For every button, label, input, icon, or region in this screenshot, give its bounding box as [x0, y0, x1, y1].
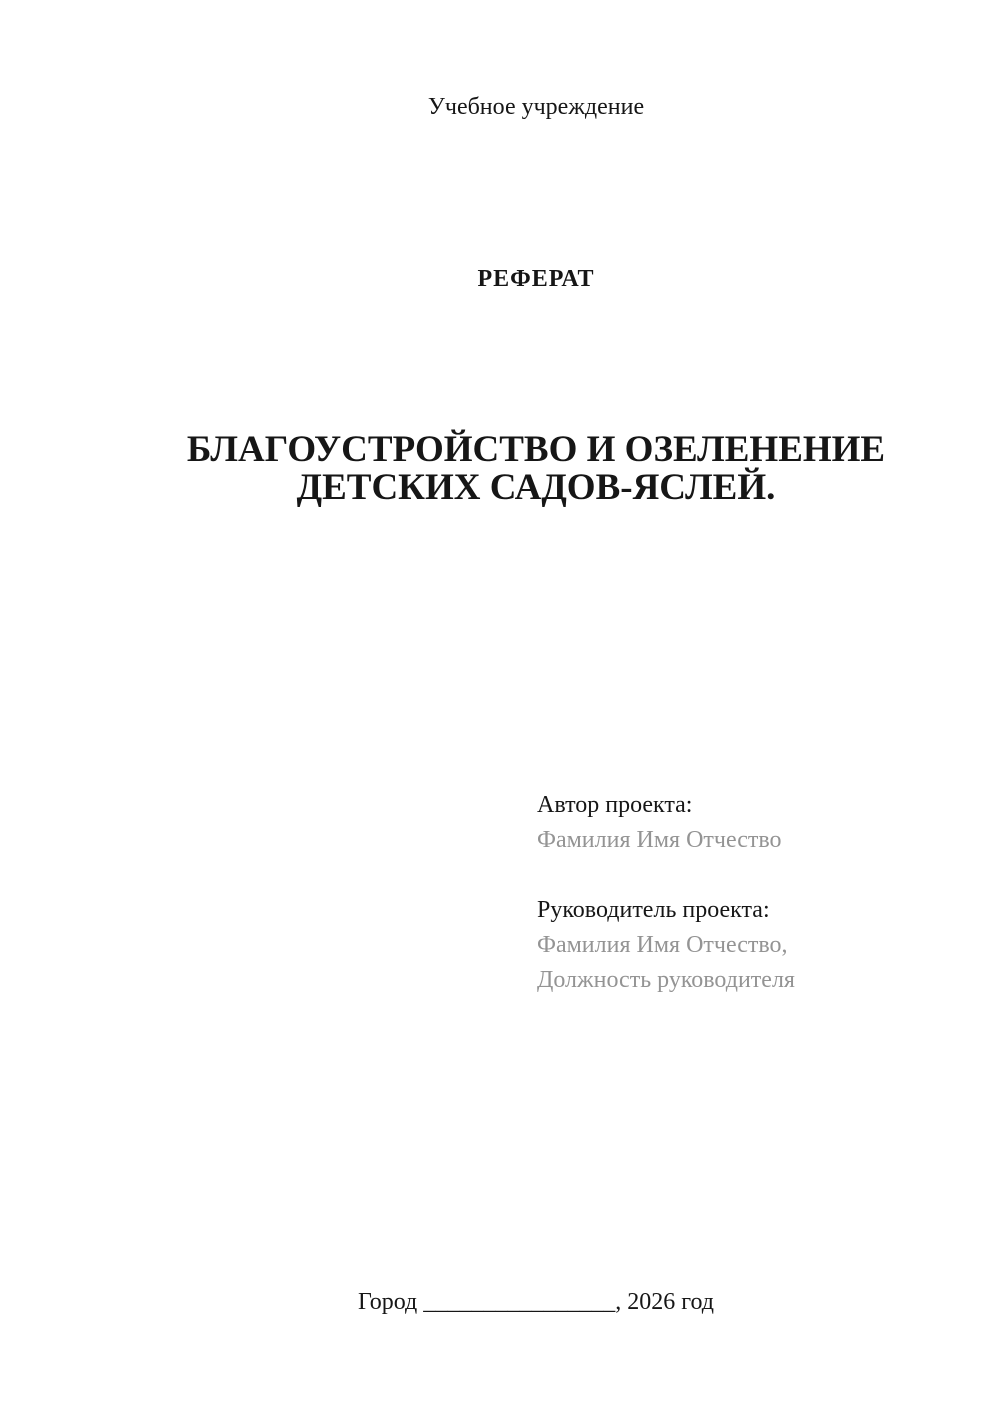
institution-line: Учебное учреждение — [427, 94, 645, 120]
supervisor-position-placeholder: Должность руководителя — [537, 967, 795, 993]
report-title — [143, 431, 929, 507]
report-title-line-1: БЛАГОУСТРОЙСТВО И ОЗЕЛЕНЕНИЕ — [186, 429, 886, 470]
author-name-placeholder: Фамилия Имя Отчество — [537, 827, 782, 853]
report-title-line-2: ДЕТСКИХ САДОВ-ЯСЛЕЙ. — [296, 467, 776, 508]
author-group — [537, 788, 795, 858]
credits-block — [537, 788, 795, 998]
supervisor-group — [537, 893, 795, 998]
author-label: Автор проекта: — [537, 792, 693, 818]
document-type-heading: РЕФЕРАТ — [477, 266, 595, 292]
supervisor-label: Руководитель проекта: — [537, 897, 770, 923]
supervisor-name-placeholder: Фамилия Имя Отчество, — [537, 932, 788, 958]
city-year-line: Город ________________, 2026 год — [357, 1289, 715, 1315]
